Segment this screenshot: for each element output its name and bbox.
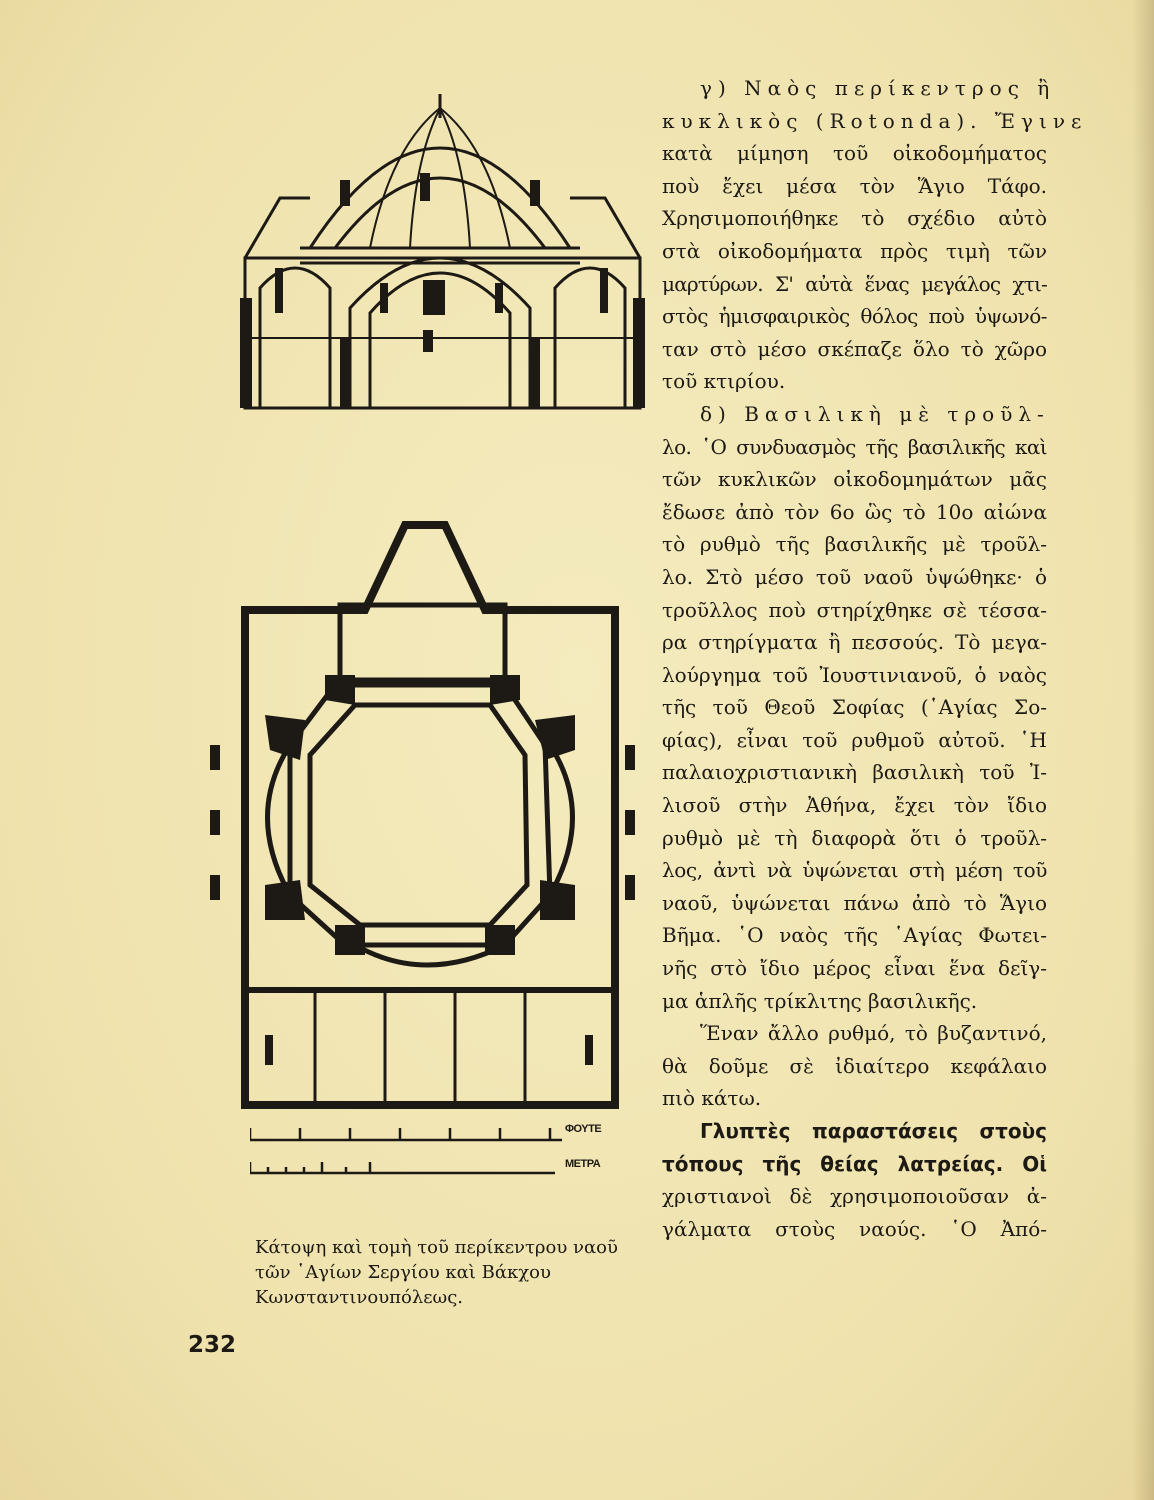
figure-caption: Κάτοψη καὶ τομὴ τοῦ περίκεντρου ναοῦ τῶν ῾Αγίων Σεργίου καὶ Βάκχου Κωνσταντινουπόλεως. <box>255 1237 618 1308</box>
text-line: ταν στὸ μέσο σκέπαζε ὅλο τὸ χῶρο <box>662 336 1047 361</box>
text-line: τῆς τοῦ Θεοῦ Σοφίας (῾Αγίας Σο- <box>662 695 1047 720</box>
text-line: δ) Βασιλικὴ μὲ τροῦλ- <box>700 401 1050 426</box>
text-line: φίας), εἶναι τοῦ ρυθμοῦ αὐτοῦ. ῾Η <box>662 727 1047 752</box>
church-floor-plan <box>205 515 645 1125</box>
text-column <box>662 72 1088 1245</box>
text-line: λο. ῾Ο συνδυασμὸς τῆς βασιλικῆς καὶ <box>662 434 1047 459</box>
text-line: τροῦλλος ποὺ στηρίχθηκε σὲ τέσσα- <box>662 597 1047 622</box>
text-line: νῆς στὸ ἴδιο μέρος εἶναι ἕνα δεῖγ- <box>662 956 1047 981</box>
text-line: χριστιανοὶ δὲ χρησιμοποιοῦσαν ἀ- <box>662 1184 1047 1209</box>
text-line: μα ἁπλῆς τρίκλιτης βασιλικῆς. <box>662 988 978 1013</box>
section-heading-line: τόπους τῆς θείας λατρείας. Οἱ <box>662 1151 1047 1176</box>
text-line: Βῆμα. ῾Ο ναὸς τῆς ῾Αγίας Φωτει- <box>662 923 1047 948</box>
text-line: κυκλικὸς (Rotonda). Ἔγινε <box>662 108 1088 133</box>
page-number: 232 <box>188 1332 237 1358</box>
text-line: τὸ ρυθμὸ τῆς βασιλικῆς μὲ τροῦλ- <box>662 532 1047 557</box>
text-line: γ) Ναὸς περίκεντρος ἢ <box>700 76 1056 100</box>
text-line: κατὰ μίμηση τοῦ οἰκοδομήματος <box>662 141 1047 166</box>
text-line: Ἕναν ἄλλο ρυθμό, τὸ βυζαντινό, <box>700 1021 1047 1046</box>
church-section-drawing <box>240 88 645 418</box>
text-line: στὸς ἡμισφαιρικὸς θόλος ποὺ ὑψωνό- <box>662 304 1047 329</box>
text-line: μαρτύρων. Σ' αὐτὰ ἕνας μεγάλος χτι- <box>662 271 1047 296</box>
text-line: τοῦ κτιρίου. <box>662 369 786 394</box>
text-line: πιὸ κάτω. <box>662 1086 762 1111</box>
text-line: λούργημα τοῦ Ἰουστινιανοῦ, ὁ ναὸς <box>662 662 1047 687</box>
text-line: θὰ δοῦμε σὲ ἰδιαίτερο κεφάλαιο <box>662 1053 1047 1078</box>
text-line: τῶν κυκλικῶν οἰκοδομημάτων μᾶς <box>662 467 1047 492</box>
text-line: παλαιοχριστιανικὴ βασιλικὴ τοῦ Ἰ- <box>662 760 1047 785</box>
page-edge-shadow <box>1132 0 1154 1500</box>
text-line: λος, ἀντὶ νὰ ὑψώνεται στὴ μέση τοῦ <box>662 858 1047 883</box>
text-line: Χρησιμοποιήθηκε τὸ σχέδιο αὐτὸ <box>662 206 1047 231</box>
section-heading-line: Γλυπτὲς παραστάσεις στοὺς <box>700 1119 1047 1143</box>
text-line: ρα στηρίγματα ἢ πεσσούς. Τὸ μεγα- <box>662 630 1047 655</box>
text-line: ποὺ ἔχει μέσα τὸν Ἅγιο Τάφο. <box>662 173 1047 198</box>
scale-label-bottom: ΜΕΤΡΑ <box>565 1158 601 1170</box>
text-line: στὰ οἰκοδομήματα πρὸς τιμὴ τῶν <box>662 238 1047 263</box>
text-line: λισοῦ στὴν Ἀθήνα, ἔχει τὸν ἴδιο <box>662 793 1047 818</box>
text-line: λο. Στὸ μέσο τοῦ ναοῦ ὑψώθηκε· ὁ <box>662 564 1047 589</box>
text-line: ἔδωσε ἀπὸ τὸν 6ο ὣς τὸ 10ο αἰώνα <box>662 499 1047 524</box>
text-line: ρυθμὸ μὲ τὴ διαφορὰ ὅτι ὁ τροῦλ- <box>662 825 1047 850</box>
scale-label-top: ΦΟΥΤΕ <box>565 1123 602 1135</box>
text-line: γάλματα στοὺς ναούς. ῾Ο Ἀπό- <box>662 1216 1047 1241</box>
text-line: ναοῦ, ὑψώνεται πάνω ἀπὸ τὸ Ἅγιο <box>662 890 1047 915</box>
